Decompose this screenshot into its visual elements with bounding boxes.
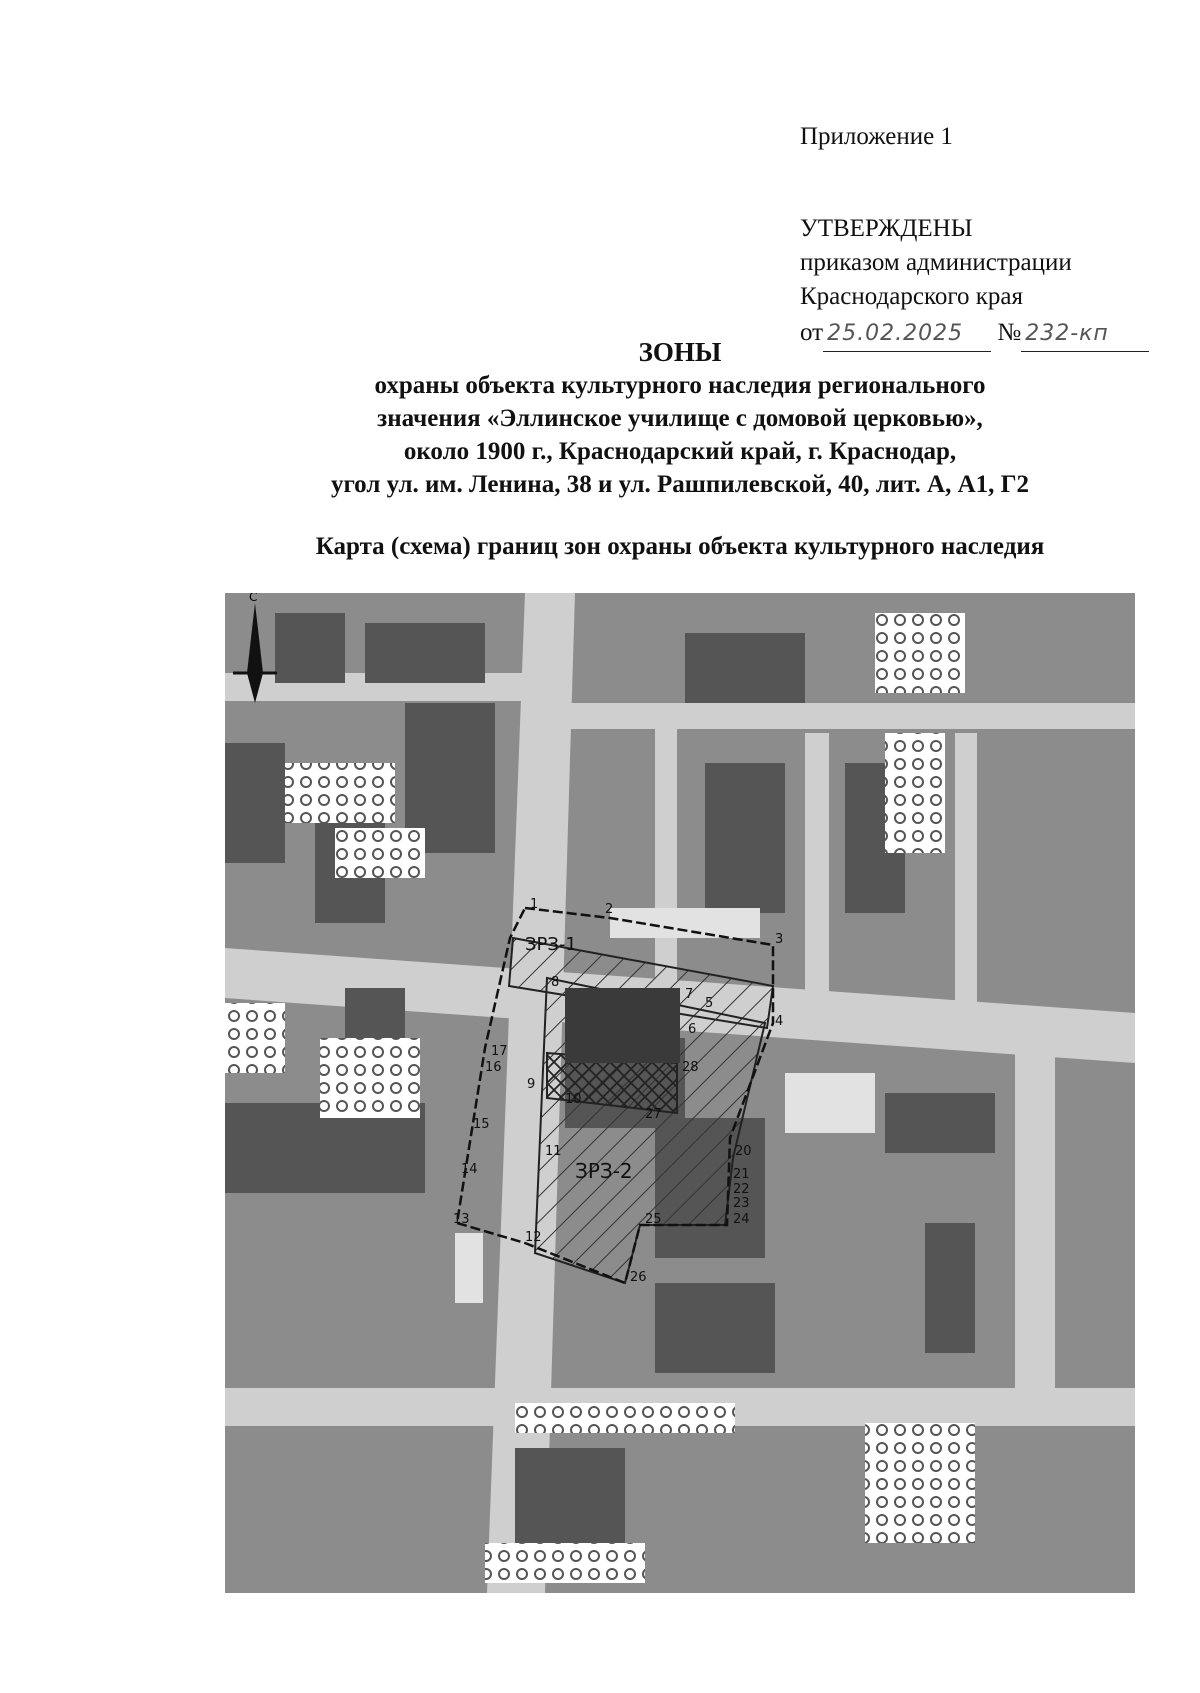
title-line-1: охраны объекта культурного наследия регионального	[374, 372, 986, 399]
title-heading: ЗОНЫ	[638, 337, 722, 367]
point-label-24: 24	[733, 1212, 750, 1227]
point-label-14: 14	[461, 1162, 478, 1177]
point-label-7: 7	[685, 987, 694, 1002]
appendix-label: Приложение 1	[800, 123, 953, 150]
title-line-2: значения «Эллинское училище с домовой церковью»,	[377, 405, 983, 432]
point-label-1: 1	[530, 897, 539, 912]
approved-by-line-1: приказом администрации	[800, 249, 1072, 276]
point-label-20: 20	[735, 1144, 752, 1159]
title-line-4: угол ул. им. Ленина, 38 и ул. Рашпилевской, 40, лит. А, А1, Г2	[330, 471, 1030, 498]
approval-block	[800, 120, 1180, 352]
approved-by-line-2: Краснодарского края	[800, 283, 1023, 310]
point-label-11: 11	[545, 1144, 562, 1159]
point-label-27: 27	[645, 1107, 662, 1122]
point-label-10: 10	[565, 1092, 582, 1107]
point-label-17: 17	[491, 1044, 508, 1059]
point-label-12: 12	[525, 1230, 542, 1245]
handwritten-number: 232-кп	[1021, 317, 1149, 352]
point-label-3: 3	[775, 932, 784, 947]
point-label-23: 23	[733, 1196, 750, 1211]
point-label-26: 26	[630, 1270, 647, 1285]
handwritten-date: 25.02.2025	[823, 317, 991, 352]
point-label-5: 5	[705, 996, 714, 1011]
compass-north-label: С	[249, 593, 258, 604]
point-label-15: 15	[473, 1117, 490, 1132]
point-label-22: 22	[733, 1182, 750, 1197]
document-title	[160, 335, 1200, 501]
zone-map	[225, 593, 1135, 1593]
point-label-21: 21	[733, 1167, 750, 1182]
zone-label-zrz-2: ЗРЗ-2	[575, 1159, 633, 1183]
point-label-13: 13	[453, 1212, 470, 1227]
point-label-2: 2	[605, 902, 614, 917]
point-label-4: 4	[775, 1014, 784, 1029]
point-label-28: 28	[682, 1060, 699, 1075]
date-prefix: от	[800, 319, 824, 346]
point-label-16: 16	[485, 1060, 502, 1075]
approved-label: УТВЕРЖДЕНЫ	[800, 215, 973, 242]
point-label-25: 25	[645, 1212, 662, 1227]
title-line-3: около 1900 г., Краснодарский край, г. Краснодар,	[403, 438, 957, 465]
point-label-9: 9	[527, 1077, 536, 1092]
map-caption: Карта (схема) границ зон охраны объекта культурного наследия	[315, 533, 1045, 560]
point-label-6: 6	[688, 1022, 697, 1037]
zone-label-zrz-1: ЗРЗ-1	[525, 934, 577, 955]
zone-map-svg	[225, 593, 1135, 1593]
heritage-building	[565, 988, 680, 1063]
point-label-8: 8	[551, 975, 560, 990]
number-sign: №	[997, 319, 1022, 346]
